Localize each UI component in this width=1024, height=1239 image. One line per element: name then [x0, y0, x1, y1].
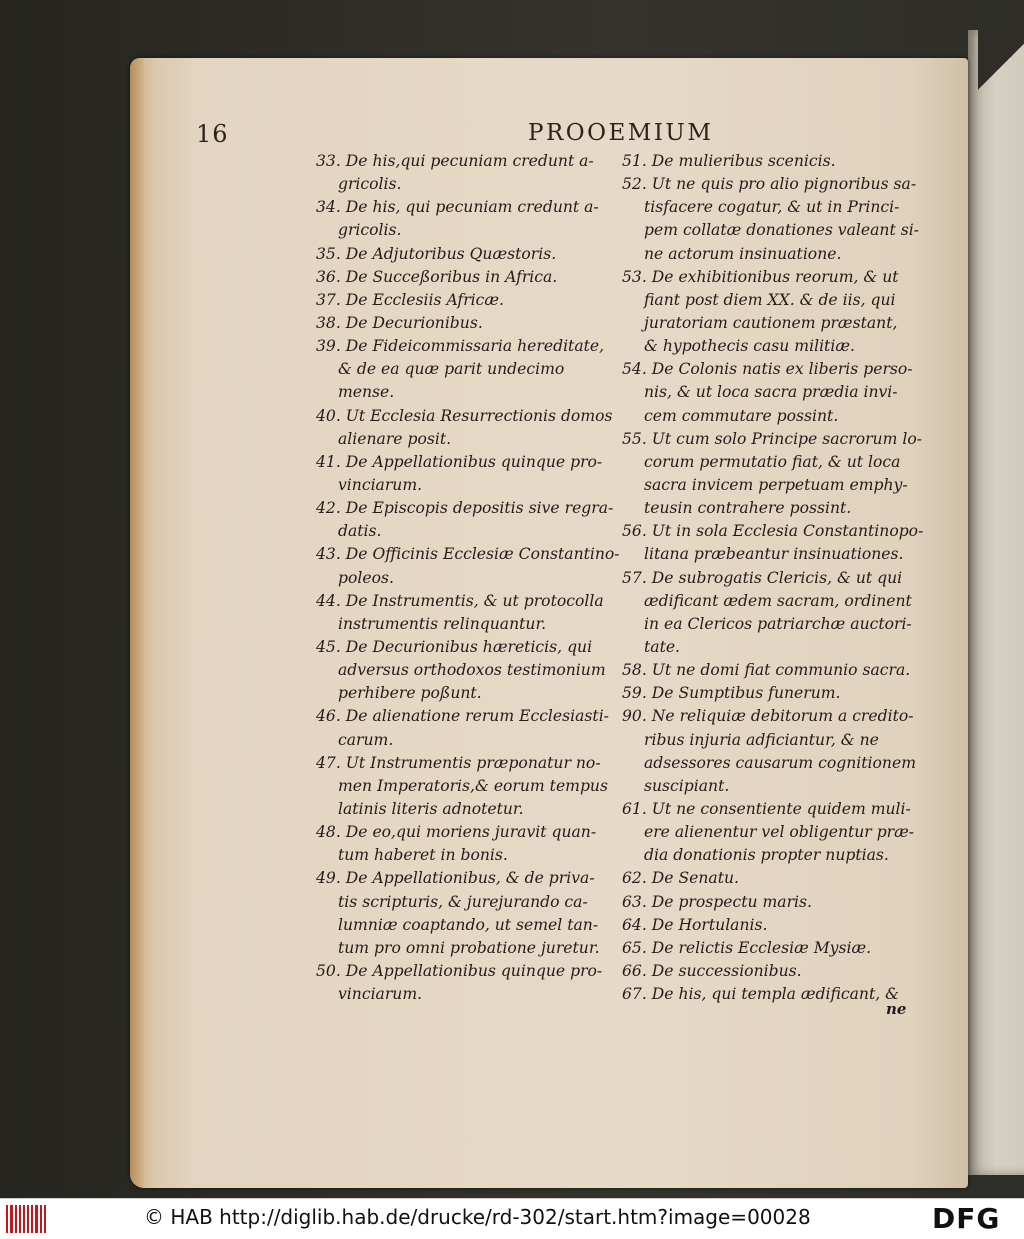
toc-line: tis scripturis, & jurejurando ca- — [338, 892, 588, 911]
toc-line: 39. De Fideicommissaria hereditate, — [316, 337, 605, 356]
toc-line: dia donationis propter nuptias. — [644, 846, 889, 865]
toc-line: 48. De eo,qui moriens juravit quan- — [316, 823, 597, 842]
toc-line: perhibere poßunt. — [338, 684, 482, 703]
toc-entry — [622, 266, 922, 359]
toc-line: 65. De relictis Ecclesiæ Mysiæ. — [622, 938, 872, 957]
toc-line: ribus injuria adficiantur, & ne — [644, 730, 879, 749]
toc-line: suscipiant. — [644, 776, 730, 795]
toc-entry — [316, 821, 616, 867]
toc-entry — [622, 520, 922, 566]
toc-line: ere alienentur vel obligentur præ- — [644, 823, 915, 842]
toc-entry — [316, 243, 616, 266]
toc-line: 42. De Episcopis depositis sive regra- — [316, 499, 614, 518]
toc-line: 43. De Officinis Ecclesiæ Constantino- — [316, 545, 620, 564]
toc-line: vinciarum. — [338, 985, 423, 1004]
toc-line: 40. Ut Ecclesia Resurrectionis domos — [316, 406, 613, 425]
toc-entry — [316, 150, 616, 196]
toc-line: 50. De Appellationibus quinque pro- — [316, 961, 603, 980]
toc-line: 49. De Appellationibus, & de priva- — [316, 869, 595, 888]
toc-entry — [622, 960, 922, 983]
toc-entry — [622, 983, 922, 1006]
toc-line: datis. — [338, 522, 382, 541]
footer-source-link[interactable]: © HAB http://diglib.hab.de/drucke/rd-302/start.htm?image=00028 — [144, 1205, 811, 1229]
toc-line: 63. De prospectu maris. — [622, 892, 812, 911]
toc-line: 52. Ut ne quis pro alio pignoribus sa- — [622, 175, 917, 194]
toc-line: 62. De Senatu. — [622, 869, 739, 888]
toc-line: 45. De Decurionibus hæreticis, qui — [316, 637, 593, 656]
toc-line: 35. De Adjutoribus Quæstoris. — [316, 244, 557, 263]
toc-entry — [316, 289, 616, 312]
toc-entry — [622, 358, 922, 427]
toc-line: men Imperatoris,& eorum tempus — [338, 776, 608, 795]
toc-line: gricolis. — [338, 221, 402, 240]
toc-entry — [316, 266, 616, 289]
toc-line: 53. De exhibitionibus reorum, & ut — [622, 267, 899, 286]
toc-line: 64. De Hortulanis. — [622, 915, 768, 934]
toc-line: corum permutatio fiat, & ut loca — [644, 452, 901, 471]
toc-entry — [316, 497, 616, 543]
toc-line: ne actorum insinuatione. — [644, 244, 842, 263]
toc-entry — [622, 937, 922, 960]
toc-line: fiant post diem XX. & de iis, qui — [644, 290, 896, 309]
toc-entry — [316, 543, 620, 589]
toc-line: 51. De mulieribus scenicis. — [622, 152, 836, 170]
toc-line: 61. Ut ne consentiente quidem muli- — [622, 799, 911, 818]
toc-entry — [622, 705, 922, 798]
toc-line: tate. — [644, 637, 681, 656]
toc-line: & de ea quæ parit undecimo — [338, 360, 565, 379]
toc-line: 36. De Succeßoribus in Africa. — [316, 267, 558, 286]
toc-line: 46. De alienatione rerum Ecclesiasti- — [316, 707, 609, 726]
toc-line: poleos. — [338, 568, 394, 587]
toc-line: teusin contrahere possint. — [644, 499, 852, 518]
toc-line: adsessores causarum cognitionem — [644, 753, 916, 772]
toc-line: 33. De his,qui pecuniam credunt a- — [316, 152, 594, 170]
toc-line: litana præbeantur insinuationes. — [644, 545, 904, 564]
toc-entry — [622, 867, 922, 890]
toc-line: 58. Ut ne domi fiat communio sacra. — [622, 661, 911, 680]
toc-line: 37. De Ecclesiis Africæ. — [316, 290, 504, 309]
hab-barcode-icon — [6, 1205, 46, 1233]
toc-line: carum. — [338, 730, 394, 749]
toc-line: 54. De Colonis natis ex liberis perso- — [622, 360, 913, 379]
toc-entry — [316, 705, 616, 751]
toc-line: latinis literis adnotetur. — [338, 799, 524, 818]
toc-line: tum pro omni probatione juretur. — [338, 938, 600, 957]
toc-entry — [622, 891, 922, 914]
toc-line: alienare posit. — [338, 429, 452, 448]
toc-line: 66. De successionibus. — [622, 961, 802, 980]
toc-line: 57. De subrogatis Clericis, & ut qui — [622, 568, 903, 587]
toc-line: & hypothecis casu militiæ. — [644, 337, 855, 356]
toc-entry — [316, 752, 616, 821]
toc-entry — [316, 960, 616, 1006]
toc-line: 38. De Decurionibus. — [316, 313, 483, 332]
toc-line: nis, & ut loca sacra prædia invi- — [644, 383, 898, 402]
toc-entry — [622, 682, 922, 705]
page-number: 16 — [196, 120, 229, 148]
dfg-logo: DFG — [932, 1202, 1001, 1235]
toc-entry — [622, 428, 922, 521]
toc-entry — [316, 636, 616, 705]
toc-line: 59. De Sumptibus funerum. — [622, 684, 841, 703]
catchword: ne — [886, 1000, 907, 1018]
toc-line: 90. Ne reliquiæ debitorum a credito- — [622, 707, 914, 726]
toc-entry — [316, 196, 616, 242]
toc-line: pem collatæ donationes valeant si- — [644, 221, 919, 240]
toc-line: instrumentis relinquantur. — [338, 614, 547, 633]
toc-line: sacra invicem perpetuam emphy- — [644, 475, 908, 494]
toc-entry — [622, 173, 922, 266]
toc-line: 44. De Instrumentis, & ut protocolla — [316, 591, 604, 610]
toc-line: cem commutare possint. — [644, 406, 839, 425]
toc-line: gricolis. — [338, 175, 402, 194]
toc-line: in ea Clericos patriarchæ auctori- — [644, 614, 912, 633]
toc-line: mense. — [338, 383, 395, 402]
toc-entry — [622, 659, 922, 682]
toc-line: 41. De Appellationibus quinque pro- — [316, 452, 603, 471]
toc-entry — [316, 867, 616, 960]
running-title: PROOEMIUM — [528, 120, 714, 146]
footer-bar — [0, 1198, 1024, 1239]
toc-entry — [316, 335, 616, 404]
toc-entry — [622, 150, 922, 173]
facing-page-edge — [968, 30, 1024, 1175]
toc-line: 67. De his, qui templa ædificant, & — [622, 985, 900, 1004]
toc-line: tum haberet in bonis. — [338, 846, 508, 865]
toc-line: 34. De his, qui pecuniam credunt a- — [316, 198, 599, 217]
toc-line: juratoriam cautionem præstant, — [644, 313, 898, 332]
toc-entry — [622, 914, 922, 937]
toc-line: 55. Ut cum solo Principe sacrorum lo- — [622, 429, 922, 448]
toc-entry — [316, 405, 616, 451]
toc-entry — [622, 567, 922, 660]
page-left-edge — [130, 58, 144, 1188]
toc-line: ædificant ædem sacram, ordinent — [644, 591, 912, 610]
toc-column-right — [622, 150, 922, 1006]
toc-line: 56. Ut in sola Ecclesia Constantinopo- — [622, 522, 924, 541]
toc-line: vinciarum. — [338, 475, 423, 494]
toc-line: adversus orthodoxos testimonium — [338, 661, 606, 680]
toc-entry — [316, 451, 616, 497]
toc-line: tisfacere cogatur, & ut in Princi- — [644, 198, 900, 217]
toc-line: 47. Ut Instrumentis præponatur no- — [316, 753, 601, 772]
toc-entry — [316, 312, 616, 335]
toc-entry — [316, 590, 616, 636]
toc-line: lumniæ coaptando, ut semel tan- — [338, 915, 599, 934]
toc-column-left — [316, 150, 620, 1006]
toc-entry — [622, 798, 922, 867]
